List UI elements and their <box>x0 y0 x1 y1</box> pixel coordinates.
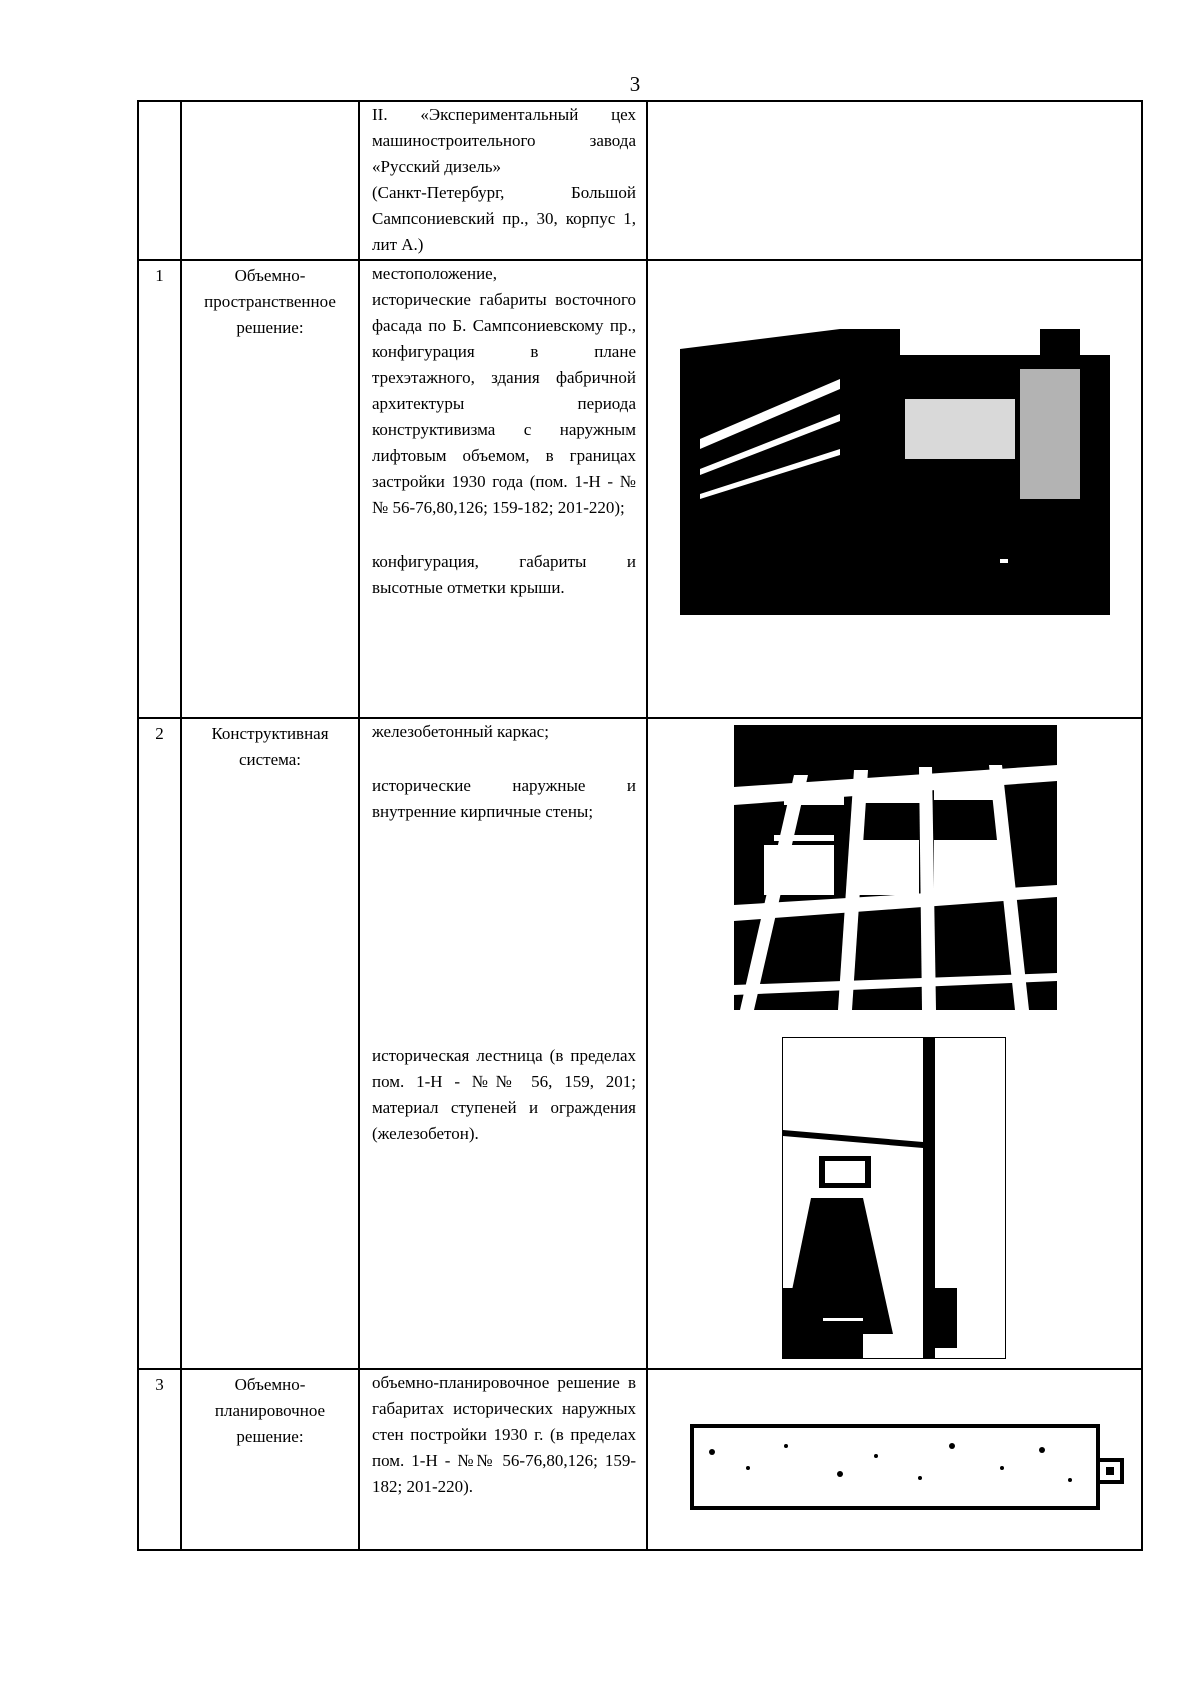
row-number: 1 <box>155 266 164 285</box>
row-description: местоположение, <box>372 264 497 283</box>
table-header-row <box>138 101 1142 260</box>
row-number: 2 <box>155 724 164 743</box>
object-title-cell <box>359 101 647 260</box>
building-facade-photo <box>680 289 1110 615</box>
row-category: Объемно-пространственное решение: <box>204 266 336 337</box>
staircase-photo <box>782 1037 1006 1359</box>
row-description: историческая лестница (в пределах пом. 1-Н - №№ 56, 159, 201; материал ступеней и ограждения (железобетон). <box>372 1046 636 1143</box>
table-row <box>138 260 1142 718</box>
row-description: железобетонный каркас; <box>372 722 549 741</box>
row-category: Конструктивная система: <box>211 724 329 769</box>
object-title: II. «Экспериментальный цех машиностроительного завода «Русский дизель» <box>372 105 636 176</box>
row-description: конфигурация, габариты и высотные отметки крыши. <box>372 552 636 597</box>
object-address: (Санкт-Петербург, Большой Сампсониевский пр., 30, корпус 1, лит А.) <box>372 183 636 254</box>
table-row <box>138 1369 1142 1550</box>
page-number: 3 <box>629 72 641 96</box>
row-category: Объемно-планировочное решение: <box>214 1375 326 1446</box>
row-number: 3 <box>155 1375 164 1394</box>
floor-plan-drawing <box>690 1416 1126 1516</box>
row-description: исторические наружные и внутренние кирпичные стены; <box>372 776 636 821</box>
table-row <box>138 718 1142 1369</box>
row-description: исторические габариты восточного фасада по Б. Сампсониевскому пр., конфигурация в плане трехэтажного, здания фабричной архитектуры периода конструктивизма с наружным лифтовым объемом, в границах застройки 1930 года (пом. 1-Н - №№ 56-76,80,126; 159-182; 201-220); <box>372 290 636 517</box>
row-description: объемно-планировочное решение в габаритах исторических наружных стен постройки 1930 г. (в пределах пом. 1-Н - №№ 56-76,80,126; 159-182; 201-220). <box>372 1373 636 1496</box>
frame-windows-photo <box>734 725 1057 1010</box>
protection-subject-table <box>137 100 1143 1551</box>
